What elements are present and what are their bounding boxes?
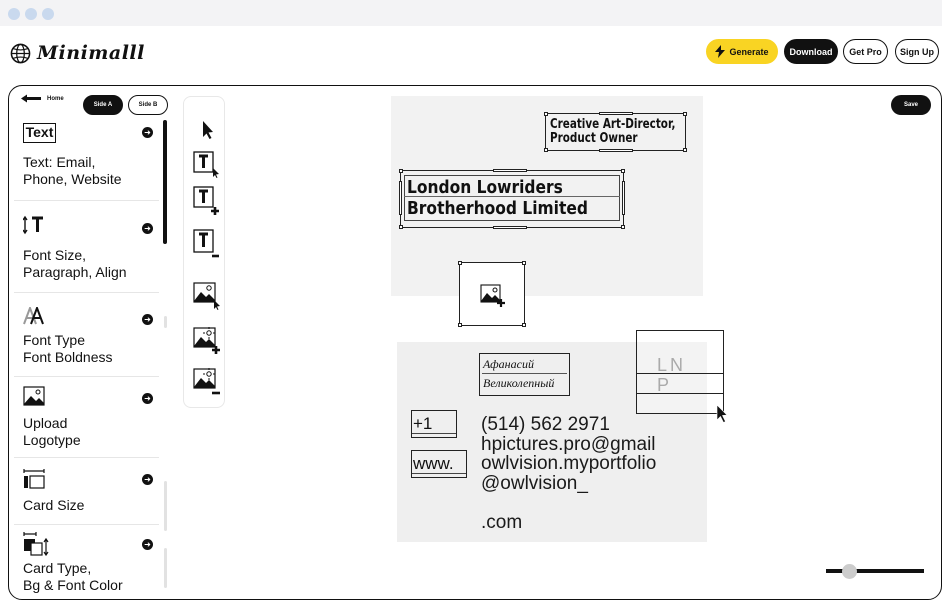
contact-lines[interactable] — [481, 415, 656, 533]
scrollbar-segment — [164, 316, 167, 328]
scrollbar-segment — [164, 548, 167, 588]
logo-letters-2: P — [657, 375, 670, 395]
prefix-web-box[interactable] — [411, 450, 467, 478]
prefix-phone-box[interactable] — [411, 410, 457, 438]
resize-handle[interactable] — [599, 112, 633, 115]
generate-button[interactable] — [706, 39, 778, 64]
company-line-2: Brotherhood Limited — [407, 198, 588, 219]
panel-item-card-size[interactable] — [14, 458, 159, 525]
domain-suffix-text: .com — [481, 511, 523, 533]
panel-scrollbar-thumb[interactable] — [163, 120, 167, 244]
window-minimize-dot[interactable] — [25, 8, 37, 20]
prefix-web: www. — [413, 454, 454, 473]
prefix-phone: +1 — [413, 414, 433, 433]
resize-handle[interactable] — [493, 226, 527, 229]
name-line-2: Великолепный — [483, 376, 555, 390]
select-text-icon[interactable] — [192, 148, 222, 178]
website-text: owlvision.myportfolio — [481, 453, 657, 475]
phone-text: (514) 562 2971 — [481, 414, 610, 435]
window-close-dot[interactable] — [8, 8, 20, 20]
cursor-icon[interactable] — [192, 115, 222, 145]
logo-letters-1: LN — [657, 355, 687, 375]
font-type-icon — [23, 307, 47, 325]
panel-item-font-size[interactable] — [14, 201, 159, 293]
title-line-1: Creative Art-Director, — [550, 117, 676, 132]
panel-item-label: Text: Email, Phone, Website — [23, 154, 122, 187]
company-line-1: London Lowriders — [407, 177, 563, 198]
editor-frame — [8, 85, 942, 600]
name-line-1: Афанасий — [483, 357, 534, 371]
resize-handle[interactable] — [399, 225, 403, 229]
app-logo[interactable] — [10, 42, 145, 64]
panel-item-label: Card Type, Bg & Font Color — [23, 560, 123, 593]
resize-handle[interactable] — [621, 225, 625, 229]
download-button[interactable]: Download — [784, 39, 838, 64]
add-image-icon[interactable] — [192, 325, 222, 355]
resize-handle[interactable] — [399, 169, 403, 173]
add-image-icon — [480, 284, 506, 308]
zoom-slider-knob[interactable] — [842, 564, 857, 579]
sign-up-button[interactable]: Sign Up — [895, 39, 939, 64]
tool-palette — [183, 96, 225, 408]
remove-image-icon[interactable] — [192, 366, 222, 396]
arrow-right-icon[interactable]: ➜ — [142, 223, 153, 234]
font-size-icon — [23, 215, 45, 235]
resize-handle[interactable] — [458, 323, 462, 327]
text-box-icon: Text — [23, 123, 56, 143]
get-pro-button[interactable]: Get Pro — [843, 39, 888, 64]
side-a-tab[interactable]: Side A — [83, 95, 123, 115]
scrollbar-segment — [164, 481, 167, 531]
arrow-right-icon[interactable]: ➜ — [142, 393, 153, 404]
select-image-icon[interactable] — [192, 280, 222, 310]
resize-handle[interactable] — [621, 169, 625, 173]
handle-text: @owlvision_ — [481, 473, 588, 495]
arrow-right-icon[interactable]: ➜ — [142, 314, 153, 325]
app-name: Minimalll — [37, 42, 145, 64]
zoom-slider-track[interactable] — [826, 569, 924, 573]
title-text-box[interactable] — [545, 113, 686, 151]
save-button[interactable]: Save — [891, 95, 931, 115]
image-placeholder-box[interactable] — [459, 262, 525, 326]
arrow-right-icon[interactable]: ➜ — [142, 474, 153, 485]
upload-image-icon — [23, 386, 45, 406]
resize-handle[interactable] — [458, 261, 462, 265]
divider — [482, 373, 567, 374]
arrow-right-icon[interactable]: ➜ — [142, 539, 153, 550]
lightning-icon — [715, 45, 725, 58]
home-label: Home — [47, 95, 64, 102]
globe-icon — [10, 43, 31, 64]
resize-handle[interactable] — [544, 112, 548, 116]
resize-handle[interactable] — [622, 181, 625, 215]
resize-handle[interactable] — [683, 148, 687, 152]
resize-handle[interactable] — [683, 112, 687, 116]
resize-handle[interactable] — [522, 261, 526, 265]
panel-item-label: Font Size, Paragraph, Align — [23, 247, 127, 280]
panel-item-font-type[interactable] — [14, 293, 159, 377]
logo-letters-box[interactable] — [636, 330, 724, 414]
email-text: hpictures.pro@gmail — [481, 433, 656, 455]
resize-handle[interactable] — [493, 169, 527, 172]
title-line-2: Product Owner — [550, 131, 638, 146]
panel-item-card-type[interactable] — [14, 525, 159, 600]
resize-handle[interactable] — [599, 149, 633, 152]
panel-item-label: Card Size — [23, 497, 85, 513]
divider — [412, 433, 456, 434]
panel-item-label: Font Type Font Boldness — [23, 332, 113, 365]
generate-label: Generate — [729, 46, 769, 57]
card-type-icon — [23, 532, 49, 556]
divider — [637, 393, 723, 394]
app-header — [0, 26, 942, 82]
resize-handle[interactable] — [399, 181, 402, 215]
panel-item-text[interactable] — [14, 118, 159, 201]
resize-handle[interactable] — [522, 323, 526, 327]
name-text-box[interactable] — [479, 353, 570, 396]
add-text-icon[interactable] — [192, 185, 222, 215]
window-titlebar — [0, 0, 942, 26]
resize-handle[interactable] — [544, 148, 548, 152]
arrow-right-icon[interactable]: ➜ — [142, 127, 153, 138]
card-size-icon — [23, 469, 45, 489]
side-b-tab[interactable]: Side B — [128, 95, 168, 115]
home-link[interactable] — [21, 94, 64, 103]
window-maximize-dot[interactable] — [42, 8, 54, 20]
mouse-cursor-icon — [715, 404, 729, 424]
remove-text-icon[interactable] — [192, 228, 222, 258]
divider — [412, 473, 466, 474]
panel-item-label: Upload Logotype — [23, 415, 81, 448]
back-arrow-icon — [21, 94, 43, 103]
panel-item-upload[interactable] — [14, 377, 159, 458]
company-text-box[interactable] — [400, 170, 624, 228]
